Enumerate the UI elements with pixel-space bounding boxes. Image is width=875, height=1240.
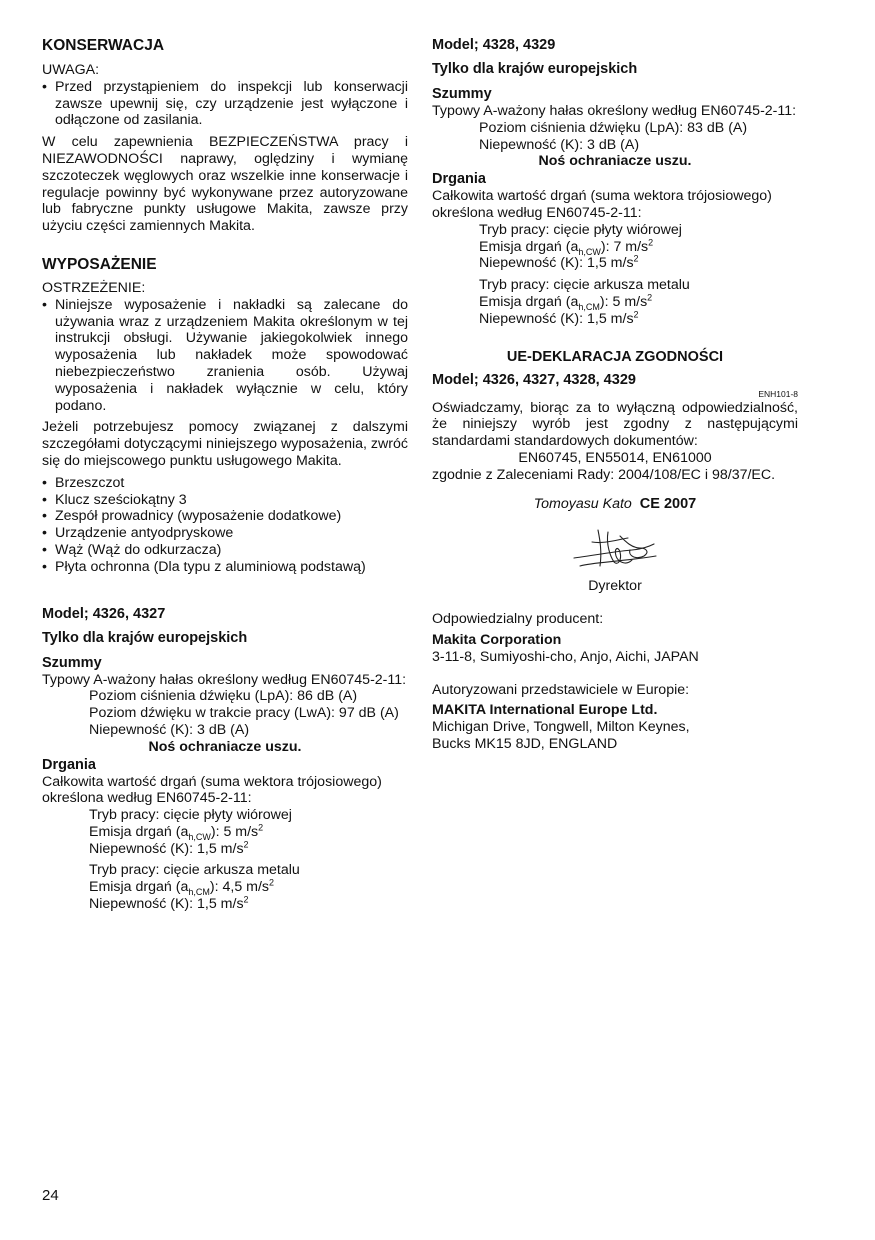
model-b-subheading: Tylko dla krajów europejskich bbox=[432, 61, 638, 77]
producer-address: 3-11-8, Sumiyoshi-cho, Anjo, Aichi, JAPAN bbox=[432, 648, 699, 665]
model-b-emission-1: Emisja drgań $(a_{h,CW})$: 7 $m/s^2$ bbox=[479, 236, 654, 257]
accessory-list bbox=[42, 475, 408, 576]
model-a-noise-line: Niepewność (K): 3 dB (A) bbox=[89, 721, 250, 738]
list-item: • Brzeszczot bbox=[42, 475, 408, 492]
konserwacja-paragraph: W celu zapewnienia BEZPIECZEŃSTWA pracy i NIEZAWODNOŚCI naprawy, oględziny i wymianę szczoteczek węglowych oraz wszelkie inne konserwacje i regulacje powinny być wykonywane przez autoryzowane lub fabryczne punkty usługowe Makita, zawsze przy użyciu części zamiennych Makita. bbox=[42, 134, 408, 235]
model-a-uncertainty-1: Niepewność (K): 1,5 $m/s^2$ bbox=[89, 838, 249, 857]
model-a-vib-heading: Drgania bbox=[42, 756, 96, 773]
declaration-heading: UE-DEKLARACJA ZGODNOŚCI bbox=[506, 348, 724, 365]
wyposazenie-paragraph: Jeżeli potrzebujesz pomocy związanej z dalszymi szczegółami dotyczącymi niniejszego wyposażenia, zwróć się do miejscowego punktu usługowego Makita. bbox=[42, 419, 408, 469]
konserwacja-heading: KONSERWACJA bbox=[42, 37, 165, 54]
model-b-emission-2: Emisja drgań $(a_{h,CM})$: 5 $m/s^2$ bbox=[479, 292, 653, 312]
representative-name: MAKITA International Europe Ltd. bbox=[432, 702, 658, 719]
model-b-ear-protection: Noś ochraniacze uszu. bbox=[538, 153, 692, 170]
konserwacja-bullet: • Przed przystąpieniem do inspekcji lub konserwacji zawsze upewnij się, czy urządzenie jest wyłączone i odłączone od zasilania. bbox=[42, 79, 408, 129]
signature-line bbox=[432, 496, 798, 513]
model-b-noise-intro: Typowy A-ważony hałas określony według EN60745-2-11: bbox=[432, 103, 797, 119]
model-a-uncertainty-2: Niepewność (K): 1,5 $m/s^2$ bbox=[89, 894, 249, 913]
declaration-standards: EN60745, EN55014, EN61000 bbox=[518, 449, 712, 466]
representative-address-1: Michigan Drive, Tongwell, Milton Keynes, bbox=[432, 719, 690, 736]
wyposazenie-bullet: • Niniejsze wyposażenie i nakładki są zalecane do używania wraz z urządzeniem Makita określonym w tej instrukcji obsługi. Używanie jakiegokolwiek innego wyposażenia lub nakładek może spowodować niebezpieczeństwo zranienia osób. Używaj wyposażenia i nakładek wyłącznie w celu, który podano. bbox=[42, 297, 408, 415]
left-column bbox=[42, 36, 408, 913]
ostrzezenie-label: OSTRZEŻENIE: bbox=[42, 279, 146, 296]
model-a-subheading: Tylko dla krajów europejskich bbox=[42, 629, 248, 646]
model-b-noise-heading: Szummy bbox=[432, 86, 492, 102]
signature-image bbox=[570, 522, 660, 574]
model-b-mode-1: Tryb pracy: cięcie płyty wiórowej bbox=[479, 221, 682, 238]
page-number: 24 bbox=[42, 1187, 59, 1204]
model-a-noise-intro: Typowy A-ważony hałas określony według EN60745-2-11: bbox=[42, 671, 407, 688]
model-b-noise-line: Niepewność (K): 3 dB (A) bbox=[479, 136, 640, 153]
declaration-statement: Oświadczamy, biorąc za to wyłączną odpowiedzialność, że niniejszy wyrób jest zgodny z następującymi standardami standardowych dokumentów: bbox=[432, 399, 798, 450]
uwaga-label: UWAGA: bbox=[42, 62, 100, 78]
wyposazenie-heading: WYPOSAŻENIE bbox=[42, 255, 157, 273]
model-a-noise-line: Poziom dźwięku w trakcie pracy (LwA): 97 dB (A) bbox=[89, 705, 399, 722]
signer-name: Tomoyasu Kato bbox=[533, 495, 632, 512]
model-a-emission-2: Emisja drgań $(a_{h,CM})$: 4,5 $m/s^2$ bbox=[89, 877, 275, 898]
producer-name: Makita Corporation bbox=[432, 631, 562, 648]
list-item: • Płyta ochronna (Dla typu z aluminiową podstawą) bbox=[42, 559, 408, 576]
signer-title: Dyrektor bbox=[588, 578, 642, 595]
producer-label: Odpowiedzialny producent: bbox=[432, 611, 604, 628]
list-item: • Zespół prowadnicy (wyposażenie dodatkowe) bbox=[42, 508, 408, 525]
model-b-uncertainty-1: Niepewność (K): 1,5 $m/s^2$ bbox=[479, 253, 639, 272]
model-b-noise-line: Poziom ciśnienia dźwięku (LpA): 83 dB (A) bbox=[479, 119, 748, 136]
right-column bbox=[432, 36, 798, 753]
model-a-ear-protection: Noś ochraniacze uszu. bbox=[148, 738, 302, 755]
declaration-models: Model; 4326, 4327, 4328, 4329 bbox=[432, 371, 636, 388]
model-a-noise-heading: Szummy bbox=[42, 654, 102, 671]
list-item: • Urządzenie antyodpryskowe bbox=[42, 525, 408, 542]
model-a-emission-1: Emisja drgań $(a_{h,CW})$: 5 $m/s^2$ bbox=[89, 822, 264, 842]
declaration-directives: zgodnie z Zaleceniami Rady: 2004/108/EC i 98/37/EC. bbox=[432, 466, 776, 483]
list-item: • Wąż (Wąż do odkurzacza) bbox=[42, 542, 408, 559]
representative-address-2: Bucks MK15 8JD, ENGLAND bbox=[432, 735, 618, 752]
model-a-noise-line: Poziom ciśnienia dźwięku (LpA): 86 dB (A) bbox=[89, 688, 358, 705]
wyposazenie-warning-bullets bbox=[42, 297, 408, 415]
model-b-uncertainty-2: Niepewność (K): 1,5 $m/s^2$ bbox=[479, 309, 639, 327]
model-a-mode-1: Tryb pracy: cięcie płyty wiórowej bbox=[89, 807, 292, 824]
model-b-vib-heading: Drgania bbox=[432, 171, 486, 188]
representative-label: Autoryzowani przedstawiciele w Europie: bbox=[432, 681, 690, 698]
model-a-mode-2: Tryb pracy: cięcie arkusza metalu bbox=[89, 862, 300, 879]
model-b-vib-intro: Całkowita wartość drgań (suma wektora trójosiowego) określona według EN60745-2-11: bbox=[432, 188, 772, 221]
model-a-heading: Model; 4326, 4327 bbox=[42, 605, 166, 622]
model-b-heading: Model; 4328, 4329 bbox=[432, 37, 556, 53]
list-item: • Klucz sześciokątny 3 bbox=[42, 492, 408, 509]
ce-mark: CE 2007 bbox=[639, 495, 697, 512]
model-a-vib-intro: Całkowita wartość drgań (suma wektora trójosiowego) określona według EN60745-2-11: bbox=[42, 773, 382, 807]
declaration-code: ENH101-8 bbox=[758, 388, 798, 399]
model-b-mode-2: Tryb pracy: cięcie arkusza metalu bbox=[479, 277, 690, 294]
konserwacja-bullets bbox=[42, 79, 408, 129]
